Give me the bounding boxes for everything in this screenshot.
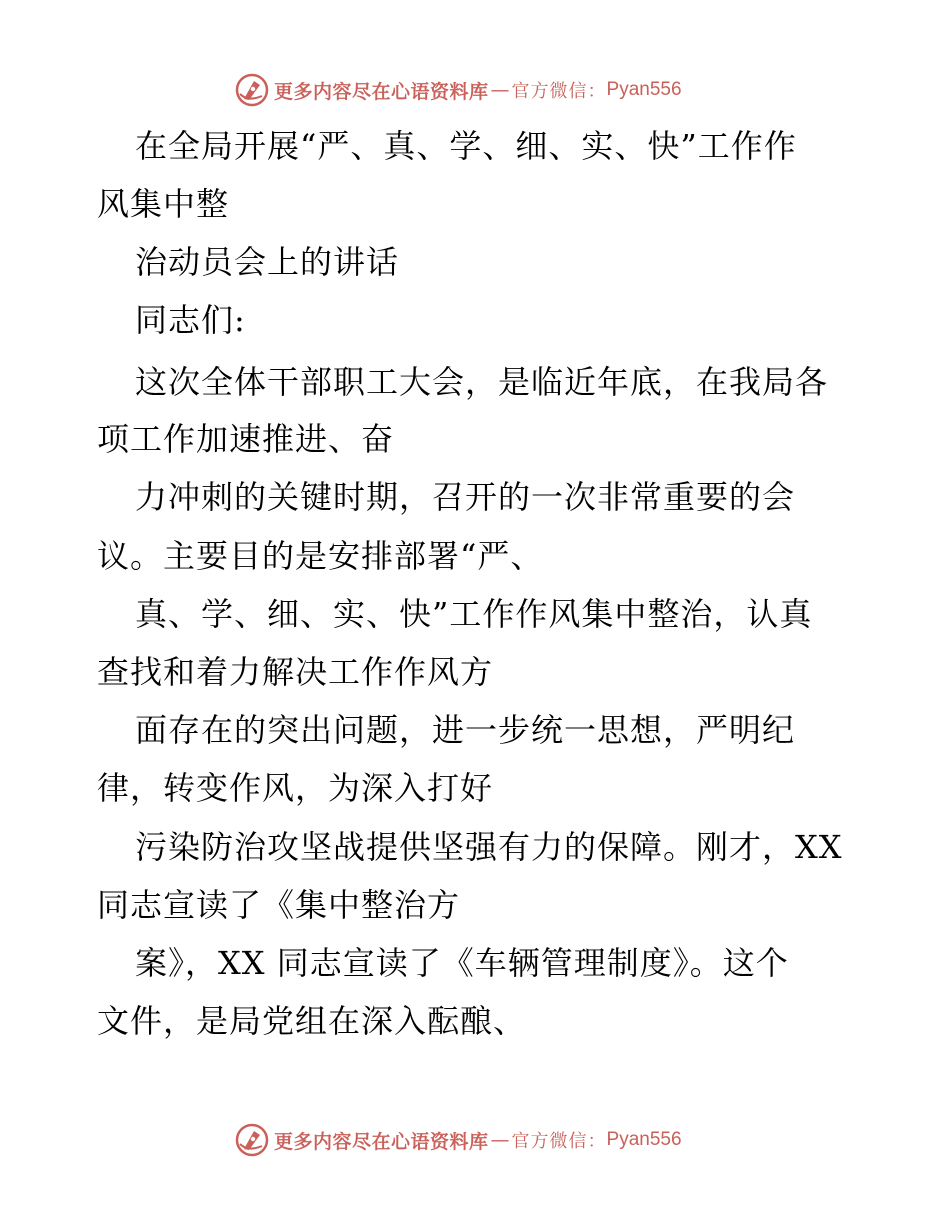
banner-wechat-label: 官方微信： xyxy=(511,81,607,102)
doc-line: 同志宣读了《集中整治方 xyxy=(97,886,461,924)
doc-line: 力冲刺的关键时期，召开的一次非常重要的会 xyxy=(135,478,796,516)
banner-site-text: 更多内容尽在心语资料库 xyxy=(274,1130,489,1153)
banner-wechat-id: Pyan556 xyxy=(606,1129,682,1150)
doc-line: 面存在的突出问题，进一步统一思想，严明纪 xyxy=(135,711,796,749)
doc-line: 这次全体干部职工大会，是临近年底，在我局各 xyxy=(135,363,829,401)
doc-line: 真、学、细、实、快”工作作风集中整治，认真 xyxy=(135,595,813,633)
doc-line: 在全局开展“严、真、学、细、实、快”工作作 xyxy=(135,127,797,165)
doc-line: 文件，是局党组在深入酝酿、 xyxy=(97,1002,527,1040)
doc-line: 同志们: xyxy=(135,301,246,339)
doc-line: 风集中整 xyxy=(97,185,230,223)
doc-line: 污染防治攻坚战提供坚强有力的保障。刚才，XX xyxy=(135,828,843,866)
doc-line: 查找和着力解决工作作风方 xyxy=(97,653,494,691)
pen-nib-logo-icon xyxy=(234,1122,270,1158)
banner-separator: — xyxy=(490,79,510,101)
doc-line: 案》，XX 同志宣读了《车辆管理制度》。这个 xyxy=(135,944,789,982)
banner-separator: — xyxy=(490,1129,510,1151)
doc-line: 议。主要目的是安排部署“严、 xyxy=(97,537,544,575)
doc-line: 律，转变作风，为深入打好 xyxy=(97,769,494,807)
banner-wechat-id: Pyan556 xyxy=(606,79,682,100)
pen-nib-logo-icon xyxy=(234,72,270,108)
footer-banner xyxy=(234,1120,682,1160)
doc-line: 项工作加速推进、奋 xyxy=(97,420,395,458)
doc-line: 治动员会上的讲话 xyxy=(135,243,400,281)
banner-wechat-label: 官方微信： xyxy=(511,1131,607,1152)
banner-site-text: 更多内容尽在心语资料库 xyxy=(274,80,489,103)
header-banner xyxy=(234,70,682,110)
